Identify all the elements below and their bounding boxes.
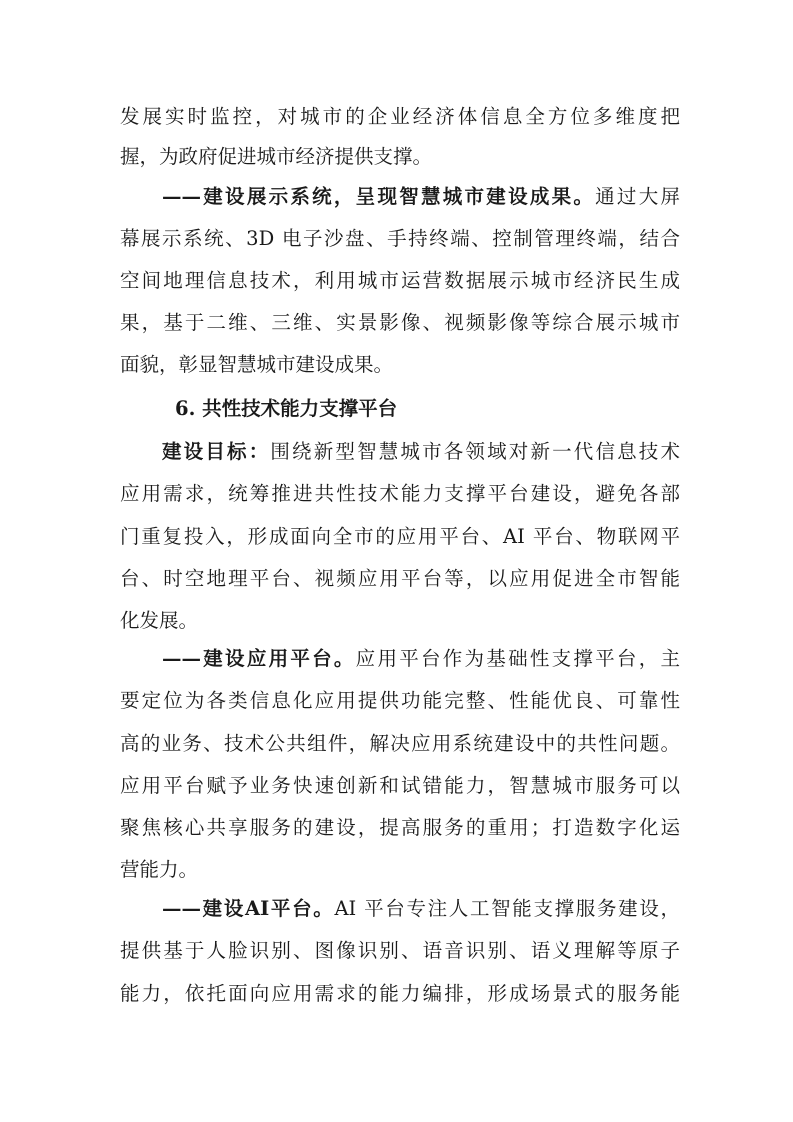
section-paragraph-goal bbox=[162, 432, 680, 472]
paragraph-line: 果，基于二维、三维、实景影像、视频影像等综合展示城市 bbox=[120, 311, 680, 334]
paragraph-line: 高的业务、技术公共组件，解决应用系统建设中的共性问题。 bbox=[120, 732, 680, 755]
paragraph-line: 门重复投入，形成面向全市的应用平台、AI 平台、物联网平 bbox=[120, 525, 680, 548]
paragraph-line: 要定位为各类信息化应用提供功能完整、性能优良、可靠性 bbox=[120, 689, 680, 712]
section-heading: 6. 共性技术能力支撑平台 bbox=[175, 397, 398, 420]
paragraph-line: 空间地理信息技术，利用城市运营数据展示城市经济民生成 bbox=[120, 269, 680, 292]
paragraph-text: 围绕新型智慧城市各领域对新一代信息技术 bbox=[270, 440, 680, 463]
paragraph-line: 能力，依托面向应用需求的能力编排，形成场景式的服务能 bbox=[120, 982, 680, 1005]
paragraph-line: 幕展示系统、3D 电子沙盘、手持终端、控制管理终端，结合 bbox=[120, 227, 680, 250]
section-paragraph-ai-platform bbox=[162, 889, 680, 929]
paragraph-text: AI 平台专注人工智能支撑服务建设， bbox=[334, 897, 680, 920]
subheading-ai-platform: ——建设AI平台。 bbox=[162, 897, 335, 920]
paragraph-line: 握，为政府促进城市经济提供支撑。 bbox=[120, 145, 433, 168]
section-paragraph-app-platform bbox=[162, 639, 680, 679]
paragraph-line: 应用平台赋予业务快速创新和试错能力，智慧城市服务可以 bbox=[120, 774, 680, 797]
paragraph-line: 台、时空地理平台、视频应用平台等，以应用促进全市智能 bbox=[120, 567, 680, 590]
section-paragraph-display-system bbox=[162, 177, 680, 217]
paragraph-line: 应用需求，统筹推进共性技术能力支撑平台建设，避免各部 bbox=[120, 482, 680, 505]
paragraph-line: 营能力。 bbox=[120, 858, 199, 881]
paragraph-line: 聚焦核心共享服务的建设，提高服务的重用；打造数字化运 bbox=[120, 816, 680, 839]
paragraph-text: 通过大屏 bbox=[595, 185, 680, 208]
subheading-display-system: ——建设展示系统，呈现智慧城市建设成果。 bbox=[162, 185, 596, 208]
goal-label: 建设目标： bbox=[162, 440, 271, 463]
subheading-app-platform: ——建设应用平台。 bbox=[162, 647, 356, 670]
paragraph-line: 发展实时监控，对城市的企业经济体信息全方位多维度把 bbox=[120, 105, 680, 128]
paragraph-line: 面貌，彰显智慧城市建设成果。 bbox=[120, 353, 394, 376]
paragraph-line: 化发展。 bbox=[120, 609, 199, 632]
paragraph-text: 应用平台作为基础性支撑平台，主 bbox=[355, 647, 680, 670]
paragraph-line: 提供基于人脸识别、图像识别、语音识别、语义理解等原子 bbox=[120, 939, 680, 962]
